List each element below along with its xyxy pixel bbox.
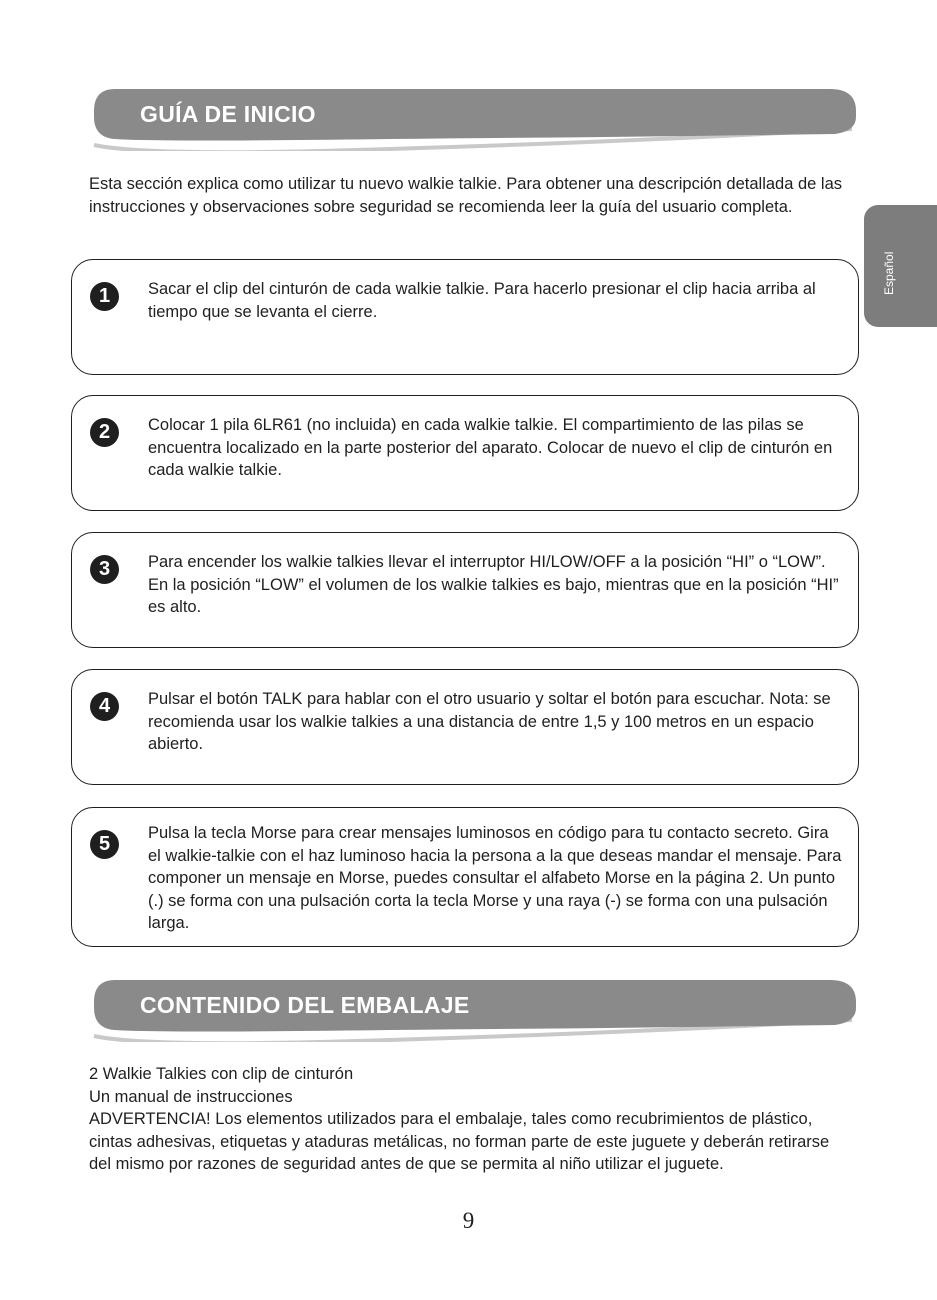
language-tab [864,205,937,327]
package-contents [89,1063,849,1176]
step-text: Sacar el clip del cinturón de cada walkie talkie. Para hacerlo presionar el clip hacia arriba al tiempo que se levanta el cierre. [148,280,816,321]
step-number-badge: 4 [90,692,119,721]
step-box [71,532,859,648]
step-number-badge: 3 [90,555,119,584]
section-title-contents: CONTENIDO DEL EMBALAJE [140,992,470,1018]
step-box [71,395,859,511]
intro-paragraph: Esta sección explica como utilizar tu nuevo walkie talkie. Para obtener una descripción detallada de las instrucciones y observaciones sobre seguridad se recomienda leer la guía del usuario completa. [89,175,843,216]
section-banner-start [90,87,860,151]
step-text: Para encender los walkie talkies llevar el interruptor HI/LOW/OFF a la posición “HI” o “LOW”. En la posición “LOW” el volumen de los walkie talkies es bajo, mientras que en la posición “HI” es alto. [148,553,839,616]
step-box [71,669,859,785]
contents-item: 2 Walkie Talkies con clip de cinturón [89,1065,354,1083]
language-tab-label: Español [882,251,896,295]
section-title-start: GUÍA DE INICIO [140,101,316,127]
step-text: Pulsar el botón TALK para hablar con el otro usuario y soltar el botón para escuchar. Nota: se recomienda usar los walkie talkies a una distancia de entre 1,5 y 100 metros en un espacio abierto. [148,690,831,753]
safety-warning: ADVERTENCIA! Los elementos utilizados para el embalaje, tales como recubrimientos de plástico, cintas adhesivas, etiquetas y ataduras metálicas, no forman parte de este juguete y deberán retirarse del mismo por razones de seguridad antes de que se permita al niño utilizar el juguete. [89,1110,830,1173]
step-box [71,807,859,947]
section-banner-contents [90,978,860,1042]
page-number: 9 [462,1208,475,1233]
step-text: Pulsa la tecla Morse para crear mensajes luminosos en código para tu contacto secreto. Gira el walkie-talkie con el haz luminoso hacia la persona a la que deseas mandar el mensaje. Para componer un mensaje en Morse, puedes consultar el alfabeto Morse en la página 2. Un punto (.) se forma con una pulsación corta la tecla Morse y una raya (-) se forma con una pulsación larga. [148,824,842,932]
step-number-badge: 2 [90,418,119,447]
step-box [71,259,859,375]
step-text: Colocar 1 pila 6LR61 (no incluida) en cada walkie talkie. El compartimiento de las pilas se encuentra localizado en la parte posterior del aparato. Colocar de nuevo el clip de cinturón en cada walkie talkie. [148,416,833,479]
step-number-badge: 5 [90,830,119,859]
contents-item: Un manual de instrucciones [89,1087,293,1106]
step-number-badge: 1 [90,282,119,311]
